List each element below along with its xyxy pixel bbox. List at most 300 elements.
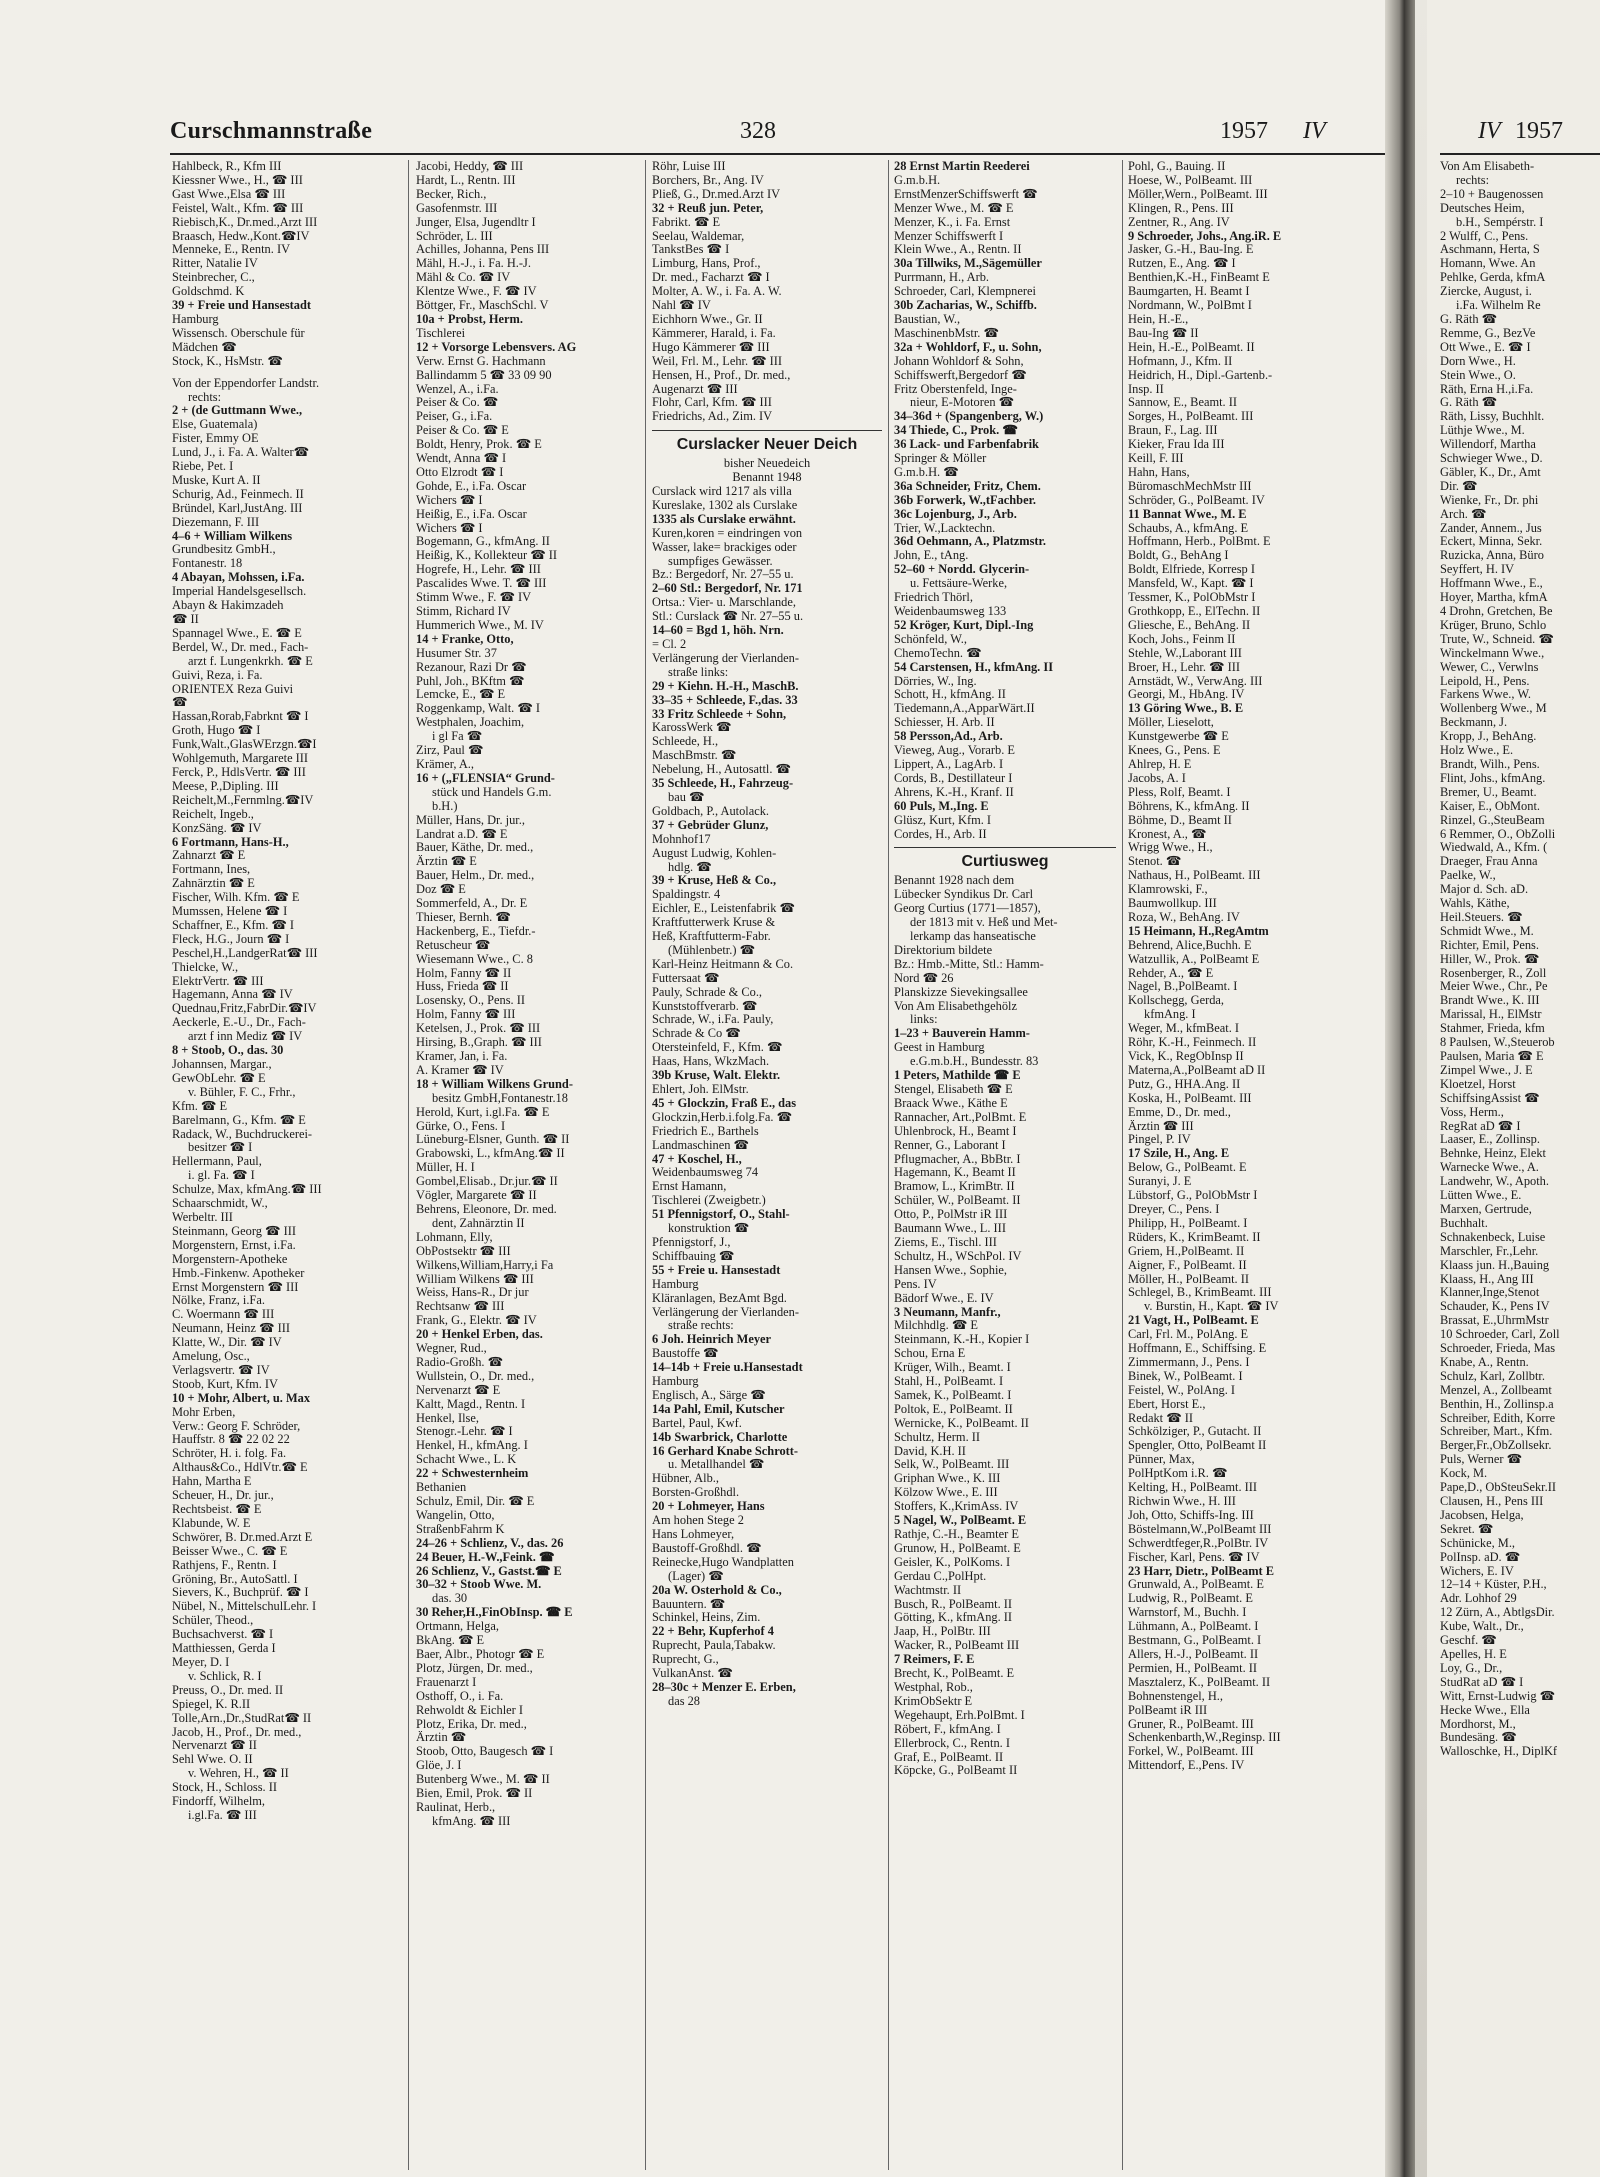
directory-entry: Tischlerei (Zweigbetr.) xyxy=(652,1194,766,1208)
directory-entry: v. Burstin, H., Kapt. ☎ IV xyxy=(1144,1300,1279,1314)
directory-entry: Frank, G., Elektr. ☎ IV xyxy=(416,1314,537,1328)
directory-entry: 32a + Wohldorf, F., u. Sohn, xyxy=(894,340,1042,354)
directory-entry: Buchhalt. xyxy=(1440,1215,1488,1230)
directory-entry: Kronest, A., ☎ xyxy=(1128,827,1207,841)
directory-entry: Vieweg, Aug., Vorarb. E xyxy=(894,744,1015,758)
directory-entry: Losensky, O., Pens. II xyxy=(416,994,525,1008)
directory-entry: Schönfeld, W., xyxy=(894,632,967,646)
directory-entry: Nahl ☎ IV xyxy=(652,299,711,313)
directory-entry: Fontanestr. 18 xyxy=(172,557,243,571)
directory-entry: Wernicke, K., PolBeamt. II xyxy=(894,1416,1029,1430)
directory-entry: Sehl Wwe. O. II xyxy=(172,1753,253,1767)
section-subtitle: Benannt 1948 xyxy=(732,471,802,485)
directory-entry: Kfm. ☎ E xyxy=(172,1099,228,1113)
directory-column-3 xyxy=(652,160,882,2170)
directory-entry: Geschf. ☎ xyxy=(1440,1633,1497,1648)
right-directory-column xyxy=(1440,160,1600,2170)
directory-entry: Ärztin ☎ III xyxy=(1128,1119,1194,1133)
directory-entry: Fleck, H.G., Journ ☎ I xyxy=(172,932,290,946)
directory-entry: Klanner,Inge,Stenot xyxy=(1440,1285,1540,1300)
directory-entry: Wilkens,William,Harry,i Fa xyxy=(416,1258,554,1272)
directory-entry: Johannsen, Margar., xyxy=(172,1058,272,1071)
book-gutter xyxy=(1385,0,1417,2177)
directory-entry: Mordhorst, M., xyxy=(1440,1716,1516,1731)
directory-entry: StudRat aD ☎ I xyxy=(1440,1674,1524,1689)
directory-entry: Trute, W., Schneid. ☎ xyxy=(1440,631,1554,646)
directory-entry: Lübecker Syndikus Dr. Carl xyxy=(894,888,1034,902)
directory-entry: Berdel, W., Dr. med., Fach- xyxy=(172,640,309,654)
directory-entry: Direktorium bildete xyxy=(894,943,993,957)
directory-entry: Schulze, Max, kfmAng.☎ III xyxy=(172,1183,322,1197)
directory-entry: Heß, Kraftfutterm-Fabr. xyxy=(652,930,771,944)
column-divider xyxy=(408,160,409,2170)
directory-entry: 36a Schneider, Fritz, Chem. xyxy=(894,479,1041,493)
directory-entry: Nagel, B.,PolBeamt. I xyxy=(1128,980,1238,994)
directory-entry: Wullstein, O., Dr. med., xyxy=(416,1369,535,1383)
directory-entry: Hoffmann Wwe., E., xyxy=(1440,576,1543,591)
directory-entry: MaschBmstr. ☎ xyxy=(652,749,737,763)
directory-entry: KonzSäng. ☎ IV xyxy=(172,821,262,835)
directory-entry: G.m.b.H. ☎ xyxy=(894,465,959,479)
directory-entry: Stock, H., Schloss. II xyxy=(172,1781,277,1795)
directory-entry: Heidrich, H., Dipl.-Gartenb.- xyxy=(1128,368,1273,382)
directory-entry: Baumwollkup. III xyxy=(1128,897,1217,911)
directory-entry: 39b Kruse, Walt. Elektr. xyxy=(652,1069,781,1083)
directory-entry: Dr. med., Facharzt ☎ I xyxy=(652,271,770,285)
right-header-rule xyxy=(1440,153,1600,155)
directory-entry: 18 + William Wilkens Grund- xyxy=(416,1077,573,1091)
directory-entry: Flohr, Carl, Kfm. ☎ III xyxy=(652,396,772,410)
directory-entry: Dörries, W., Ing. xyxy=(894,674,977,688)
directory-entry: Pehlke, Gerda, kfmA xyxy=(1440,270,1546,285)
directory-entry: Fritz Oberstenfeld, Inge- xyxy=(894,382,1017,396)
directory-entry: Vick, K., RegObInsp II xyxy=(1128,1050,1244,1063)
directory-entry: v. Schlick, R. I xyxy=(188,1669,262,1683)
directory-entry: Johann Wohldorf & Sohn, xyxy=(894,354,1024,368)
directory-entry: 36c Lojenburg, J., Arb. xyxy=(894,507,1017,521)
directory-entry: Jacobs, A. I xyxy=(1128,771,1186,785)
directory-entry: Schröter, H. i. folg. Fa. xyxy=(172,1447,287,1461)
directory-entry: Grunwald, A., PolBeamt. E xyxy=(1128,1578,1264,1592)
directory-entry: Gohde, E., i.Fa. Oscar xyxy=(416,479,527,493)
directory-entry: 30–32 + Stoob Wwe. M. xyxy=(416,1578,542,1592)
directory-entry: Bethanien xyxy=(416,1481,467,1495)
directory-entry: Zirz, Paul ☎ xyxy=(416,744,484,758)
directory-entry: besitz GmbH,Fontanestr.18 xyxy=(432,1091,568,1105)
directory-entry: Boldt, G., BehAng I xyxy=(1128,549,1229,563)
directory-entry: 20 + Henkel Erben, das. xyxy=(416,1328,543,1342)
directory-entry: Ballindamm 5 ☎ 33 09 90 xyxy=(416,368,552,382)
directory-entry: u. Metallhandel ☎ xyxy=(668,1458,765,1472)
directory-entry: Dorn Wwe., H. xyxy=(1440,353,1516,368)
directory-entry: 22 + Behr, Kupferhof 4 xyxy=(652,1625,774,1639)
directory-entry: Doz ☎ E xyxy=(416,883,466,897)
directory-entry: Peschel,H.,LandgerRat☎ III xyxy=(172,946,318,960)
directory-entry: Althaus&Co., HdlVtr.☎ E xyxy=(172,1461,308,1475)
directory-entry: Kloetzel, Horst xyxy=(1440,1076,1516,1091)
directory-entry: Spannagel Wwe., E. ☎ E xyxy=(172,626,302,640)
directory-entry: Adr. Lohhof 29 xyxy=(1440,1591,1517,1606)
directory-entry: Steinmann, K.-H., Kopier I xyxy=(894,1333,1030,1347)
directory-entry: Ärztin ☎ E xyxy=(416,855,477,869)
directory-entry: Flint, Johs., kfmAng. xyxy=(1440,770,1546,785)
directory-entry: Ernst Morgenstern ☎ III xyxy=(172,1280,299,1294)
directory-entry: Hirsing, B.,Graph. ☎ III xyxy=(416,1036,542,1050)
directory-entry: Von Am Elisabethgehölz xyxy=(894,999,1017,1013)
directory-entry: Goldschmd. K xyxy=(172,285,245,299)
section-title-curslacker: Curslacker Neuer Deich xyxy=(652,430,882,455)
directory-entry: Hamburg xyxy=(172,312,219,326)
directory-entry: hdlg. ☎ xyxy=(668,860,712,874)
directory-entry: 12 + Vorsorge Lebensvers. AG xyxy=(416,340,577,354)
directory-entry: Schauder, K., Pens IV xyxy=(1440,1299,1550,1314)
directory-entry: Glockzin,Herb.i.folg.Fa. ☎ xyxy=(652,1110,792,1124)
directory-entry: Diezemann, F. III xyxy=(172,515,260,529)
directory-entry: Homann, Wwe. An xyxy=(1440,256,1536,271)
directory-entry: Loy, G., Dr., xyxy=(1440,1660,1503,1675)
directory-entry: Stahmer, Frieda, kfm xyxy=(1440,1021,1545,1036)
directory-entry: Tessmer, K., PolObMstr I xyxy=(1128,591,1256,605)
directory-entry: Henkel, H., kfmAng. I xyxy=(416,1439,528,1453)
directory-entry: Hecke Wwe., Ella xyxy=(1440,1702,1530,1717)
directory-entry: rechts: xyxy=(188,390,222,404)
directory-entry: Holz Wwe., E. xyxy=(1440,743,1514,758)
directory-entry: Rutzen, E., Ang. ☎ I xyxy=(1128,257,1236,271)
directory-entry: Mittendorf, E.,Pens. IV xyxy=(1128,1759,1245,1773)
directory-entry: Müller, Hans, Dr. jur., xyxy=(416,813,525,827)
directory-entry: Heil.Steuers. ☎ xyxy=(1440,909,1523,924)
directory-entry: Verw. Ernst G. Hachmann xyxy=(416,354,546,368)
directory-entry: Morgenstern, Ernst, i.Fa. xyxy=(172,1238,296,1252)
directory-entry: Bartel, Paul, Kwf. xyxy=(652,1416,742,1430)
directory-entry: Böhme, D., Beamt II xyxy=(1128,813,1232,827)
directory-entry: Barelmann, G., Kfm. ☎ E xyxy=(172,1113,306,1127)
directory-entry: Stehle, W.,Laborant III xyxy=(1128,646,1242,660)
directory-entry: Philipp, H., PolBeamt. I xyxy=(1128,1216,1248,1230)
directory-entry: Winckelmann Wwe., xyxy=(1440,645,1545,660)
directory-entry: Stimm, Richard IV xyxy=(416,605,511,618)
directory-entry: Matthiessen, Gerda I xyxy=(172,1642,276,1656)
directory-entry: Wienke, Fr., Dr. phi xyxy=(1440,492,1539,507)
directory-entry: Ritter, Natalie IV xyxy=(172,257,258,271)
directory-entry: Georgi, M., HbAng. IV xyxy=(1128,688,1245,702)
directory-entry: Materna,A.,PolBeamt aD II xyxy=(1128,1063,1266,1077)
directory-entry: Schreiber, Mart., Kfm. xyxy=(1440,1424,1553,1439)
directory-entry: Koch, Johs., Feinm II xyxy=(1128,632,1236,646)
directory-entry: Findorff, Wilhelm, xyxy=(172,1795,266,1809)
directory-entry: 36b Forwerk, W.,tFachber. xyxy=(894,493,1037,507)
directory-entry: Ziercke, August, i. xyxy=(1440,284,1532,299)
directory-entry: das. 30 xyxy=(432,1592,468,1606)
directory-entry: Junger, Elsa, Jugendltr I xyxy=(416,215,536,229)
directory-entry: PolBeamt iR III xyxy=(1128,1703,1208,1717)
directory-entry: 15 Heimann, H.,RegAmtm xyxy=(1128,924,1269,938)
directory-entry xyxy=(172,369,402,377)
directory-entry: Schröder, G., PolBeamt. IV xyxy=(1128,493,1265,507)
directory-entry: Wachtmstr. II xyxy=(894,1583,962,1597)
directory-entry: Achilles, Johanna, Pens III xyxy=(416,243,550,257)
directory-entry: Glüsz, Kurt, Kfm. I xyxy=(894,813,992,827)
directory-entry: Weidenbaumsweg 74 xyxy=(652,1166,759,1180)
directory-entry: Pflugmacher, A., BbBtr. I xyxy=(894,1152,1021,1166)
directory-entry: Schkölziger, P., Gutacht. II xyxy=(1128,1425,1262,1439)
directory-entry: Permien, H., PolBeamt. II xyxy=(1128,1661,1258,1675)
directory-entry: Major d. Sch. aD. xyxy=(1440,882,1529,897)
directory-entry: Weiss, Hans-R., Dr jur xyxy=(416,1286,529,1300)
directory-entry: Pfennigstorf, J., xyxy=(652,1235,731,1249)
directory-entry: Joh, Otto, Schiffs-Ing. III xyxy=(1128,1508,1254,1522)
directory-entry: Dir. ☎ xyxy=(1440,478,1478,493)
directory-entry: Draeger, Frau Anna xyxy=(1440,854,1538,869)
directory-entry: Eichhorn Wwe., Gr. II xyxy=(652,312,763,326)
directory-entry: 35 Schleede, H., Fahrzeug- xyxy=(652,777,794,791)
directory-entry: 54 Carstensen, H., kfmAng. II xyxy=(894,660,1054,674)
directory-entry: v. Bühler, F. C., Frhr., xyxy=(188,1085,296,1099)
directory-entry: Henkel, Ilse, xyxy=(416,1411,479,1425)
directory-entry: Jacobsen, Helga, xyxy=(1440,1507,1524,1522)
directory-entry: Emme, D., Dr. med., xyxy=(1128,1105,1231,1119)
directory-entry: Von Am Elisabeth- xyxy=(1440,160,1535,173)
directory-entry: Mähl, H.-J., i. Fa. H.-J. xyxy=(416,257,531,271)
directory-entry: Berger,Fr.,ObZollsekr. xyxy=(1440,1438,1552,1453)
directory-entry: Jasker, G.-H., Bau-Ing. E xyxy=(1128,243,1254,257)
directory-entry: Menneke, E., Rentn. IV xyxy=(172,243,291,257)
directory-entry: Morgenstern-Apotheke xyxy=(172,1252,288,1266)
directory-entry: Haas, Hans, WkzMach. xyxy=(652,1055,770,1069)
directory-entry: Bau-Ing ☎ II xyxy=(1128,326,1199,340)
directory-entry: Wichers, E. IV xyxy=(1440,1563,1514,1578)
directory-entry: Pingel, P. IV xyxy=(1128,1133,1191,1147)
directory-entry: Aeckerle, E.-U., Dr., Fach- xyxy=(172,1016,306,1030)
directory-entry: Friedrich E., Barthels xyxy=(652,1124,759,1138)
directory-entry: Allers, H.-J., PolBeamt. II xyxy=(1128,1647,1259,1661)
directory-entry: Schrade, W., i.Fa. Pauly, xyxy=(652,1013,774,1027)
directory-entry: Boldt, Elfriede, Korresp I xyxy=(1128,563,1255,577)
directory-entry: Hellermann, Paul, xyxy=(172,1155,262,1169)
directory-entry: sumpfiges Gewässer. xyxy=(668,554,773,568)
directory-entry: besitzer ☎ I xyxy=(188,1141,253,1155)
directory-entry: Scheuer, H., Dr. jur., xyxy=(172,1489,274,1503)
directory-entry: Gombel,Elisab., Dr.jur.☎ II xyxy=(416,1175,558,1189)
directory-entry: Busch, R., PolBeamt. II xyxy=(894,1597,1013,1611)
directory-entry: Röbert, F., kfmAng. I xyxy=(894,1722,1001,1736)
edition-label: IV xyxy=(1303,118,1326,144)
directory-entry: Gruner, R., PolBeamt. III xyxy=(1128,1717,1254,1731)
directory-entry: Gürke, O., Fens. I xyxy=(416,1119,506,1133)
directory-entry: Schmidt Wwe., M. xyxy=(1440,923,1534,938)
directory-entry: Eckert, Minna, Sekr. xyxy=(1440,534,1543,549)
directory-entry: Muske, Kurt A. II xyxy=(172,473,261,487)
directory-entry: Lemcke, E., ☎ E xyxy=(416,688,506,702)
directory-entry: Borchers, Br., Ang. IV xyxy=(652,173,764,187)
directory-entry: Menzel, A., Zollbeamt xyxy=(1440,1382,1552,1397)
directory-entry: Kölzow Wwe., E. III xyxy=(894,1486,998,1500)
directory-entry: Nervenarzt ☎ II xyxy=(172,1739,257,1753)
directory-entry: Knabe, A., Rentn. xyxy=(1440,1354,1529,1369)
directory-entry: Schünicke, M., xyxy=(1440,1535,1516,1550)
directory-entry: Pascalides Wwe. T. ☎ III xyxy=(416,577,547,591)
directory-entry: Lüneburg-Elsner, Gunth. ☎ II xyxy=(416,1133,570,1147)
directory-entry: Hogrefe, H., Lehr. ☎ III xyxy=(416,563,541,577)
directory-entry: 45 + Glockzin, Fraß E., das xyxy=(652,1096,797,1110)
directory-entry: Kuren,koren = eindringen von xyxy=(652,526,803,540)
directory-entry: Tischlerei xyxy=(416,326,466,340)
directory-entry: Stengel, Elisabeth ☎ E xyxy=(894,1083,1013,1096)
directory-entry: Hamburg xyxy=(652,1277,699,1291)
directory-entry: 30 Reher,H.,FinObInsp. ☎ E xyxy=(416,1606,573,1620)
directory-entry: Limburg, Hans, Prof., xyxy=(652,257,761,271)
directory-entry: Gasofenmstr. III xyxy=(416,201,498,215)
directory-entry: Hagemann, Anna ☎ IV xyxy=(172,988,293,1002)
directory-entry: 39 + Freie und Hansestadt xyxy=(172,299,312,313)
directory-entry: Trier, W.,Lacktechn. xyxy=(894,521,996,535)
directory-entry: Bz.: Bergedorf, Nr. 27–55 u. xyxy=(652,568,794,582)
directory-entry: Springer & Möller xyxy=(894,452,987,466)
directory-entry: Schleede, H., xyxy=(652,735,719,749)
directory-entry: Planskizze Sievekingsallee xyxy=(894,985,1028,999)
header-rule xyxy=(170,153,1385,155)
directory-entry: Ehlert, Joh. ElMstr. xyxy=(652,1083,749,1096)
directory-entry: Keill, F. III xyxy=(1128,452,1184,466)
directory-entry: 8 + Stoob, O., das. 30 xyxy=(172,1044,284,1058)
directory-entry: Klein Wwe., A., Rentn. II xyxy=(894,243,1022,257)
directory-entry: Stein Wwe., O. xyxy=(1440,367,1516,382)
directory-entry: Graf, E., PolBeamt. II xyxy=(894,1750,1004,1764)
directory-entry: 4–6 + William Wilkens xyxy=(172,529,293,543)
directory-entry: Witt, Ernst-Ludwig ☎ xyxy=(1440,1688,1556,1703)
directory-entry: G. Räth ☎ xyxy=(1440,311,1498,326)
directory-entry: Rechtsbeist. ☎ E xyxy=(172,1503,262,1516)
directory-entry: Warnecke Wwe., A. xyxy=(1440,1160,1539,1175)
directory-entry: David, K.H. II xyxy=(894,1444,966,1458)
directory-entry: 14–60 = Bgd 1, höh. Nrn. xyxy=(652,624,784,638)
directory-entry: Mädchen ☎ xyxy=(172,340,237,354)
directory-entry: Behnke, Heinz, Elekt xyxy=(1440,1146,1546,1161)
directory-entry: Wahls, Käthe, xyxy=(1440,896,1510,911)
directory-entry: Schultz, Herm. II xyxy=(894,1430,981,1444)
directory-entry: ElektrVertr. ☎ III xyxy=(172,974,264,988)
directory-entry: Poltok, E., PolBeamt. II xyxy=(894,1402,1013,1416)
directory-entry: Schinkel, Heins, Zim. xyxy=(652,1611,761,1625)
directory-entry: Samek, K., PolBeamt. I xyxy=(894,1388,1012,1402)
directory-entry: stück und Handels G.m. xyxy=(432,785,552,799)
directory-entry: Deutsches Heim, xyxy=(1440,200,1525,215)
directory-entry: Hahlbeck, R., Kfm III xyxy=(172,160,282,173)
directory-entry: Meese, P.,Dipling. III xyxy=(172,779,279,793)
directory-entry: Roggenkamp, Walt. ☎ I xyxy=(416,702,540,716)
directory-entry: Paulsen, Maria ☎ E xyxy=(1440,1049,1544,1063)
directory-entry: Kaiser, E., ObMont. xyxy=(1440,798,1540,813)
directory-entry: Braasch, Hedw.,Kont.☎IV xyxy=(172,229,310,243)
directory-entry: Räth, Lissy, Buchhlt. xyxy=(1440,409,1545,424)
directory-entry: Mähl & Co. ☎ IV xyxy=(416,271,511,285)
directory-entry: 8 Paulsen, W.,Steuerob xyxy=(1440,1035,1555,1050)
directory-entry: Stoob, Kurt, Kfm. IV xyxy=(172,1377,279,1391)
directory-entry: Am hohen Stege 2 xyxy=(652,1514,744,1528)
directory-entry: Ruprecht, G., xyxy=(652,1653,719,1667)
directory-entry: Renner, G., Laborant I xyxy=(894,1138,1006,1152)
directory-entry: Funk,Walt.,GlasWErzgn.☎I xyxy=(172,738,317,752)
directory-entry: Brandt Wwe., K. III xyxy=(1440,993,1540,1008)
directory-entry: Preuss, O., Dr. med. II xyxy=(172,1683,284,1697)
directory-entry: Pünner, Max, xyxy=(1128,1453,1195,1467)
directory-entry: Zahnarzt ☎ E xyxy=(172,849,246,863)
directory-entry: 7 Reimers, F. E xyxy=(894,1653,975,1667)
directory-entry: Zentner, R., Ang. IV xyxy=(1128,215,1230,229)
directory-entry: Ortsa.: Vier- u. Marschlande, xyxy=(652,596,796,610)
directory-entry: der 1813 mit v. Heß und Met- xyxy=(910,916,1058,930)
directory-entry: Eichler, E., Leistenfabrik ☎ xyxy=(652,902,795,916)
directory-entry: Lüthje Wwe., M. xyxy=(1440,423,1525,438)
directory-entry: Schüler, W., PolBeamt. II xyxy=(894,1194,1021,1208)
directory-entry: Frauenarzt I xyxy=(416,1675,477,1689)
directory-entry: 39 + Kruse, Heß & Co., xyxy=(652,874,777,888)
directory-entry: Pauly, Schrade & Co., xyxy=(652,985,763,999)
directory-entry: 2 + (de Guttmann Wwe., xyxy=(172,404,303,418)
directory-entry: Schurig, Ad., Feinmech. II xyxy=(172,487,304,501)
directory-entry: Neumann, Heinz ☎ III xyxy=(172,1322,290,1336)
directory-entry: Gäbler, K., Dr., Amt xyxy=(1440,464,1541,479)
directory-entry: Warnstorf, M., Buchh. I xyxy=(1128,1606,1247,1620)
directory-entry: Klaass jun. H.,Bauing xyxy=(1440,1257,1550,1272)
directory-entry: Verw.: Georg F. Schröder, xyxy=(172,1419,301,1433)
directory-entry: Peiser & Co. ☎ xyxy=(416,396,499,410)
directory-entry: v. Wehren, H., ☎ II xyxy=(188,1767,289,1781)
directory-entry: Köpcke, G., PolBeamt II xyxy=(894,1764,1018,1778)
directory-entry: 12–14 + Küster, P.H., xyxy=(1440,1577,1547,1592)
directory-entry: 9 Schroeder, Johs., Ang.iR. E xyxy=(1128,229,1282,243)
directory-entry: Heißig, K., Kollekteur ☎ II xyxy=(416,549,558,563)
directory-entry: arzt f. Lungenkrkh. ☎ E xyxy=(188,654,313,668)
directory-entry: Klabunde, W. E xyxy=(172,1516,251,1530)
directory-entry: Ludwig, R., PolBeamt. E xyxy=(1128,1592,1253,1606)
directory-entry: Wendt, Anna ☎ I xyxy=(416,452,507,466)
directory-entry: Hofmann, J., Kfm. II xyxy=(1128,354,1233,368)
directory-entry: Englisch, A., Särge ☎ xyxy=(652,1388,766,1402)
directory-entry: Sievers, K., Buchprüf. ☎ I xyxy=(172,1586,309,1600)
directory-entry: Bädorf Wwe., E. IV xyxy=(894,1291,994,1305)
directory-entry: Willendorf, Martha xyxy=(1440,437,1536,452)
directory-entry: Ebert, Horst E., xyxy=(1128,1397,1206,1411)
directory-entry: Feistel, W., PolAng. I xyxy=(1128,1383,1236,1397)
directory-entry: Nord ☎ 26 xyxy=(894,971,954,985)
directory-entry: i. gl. Fa. ☎ I xyxy=(188,1169,255,1183)
page-edge xyxy=(1415,0,1427,2177)
directory-entry: Schrade & Co ☎ xyxy=(652,1027,741,1041)
directory-entry: 20a W. Osterhold & Co., xyxy=(652,1583,782,1597)
directory-entry: Behrens, Eleonore, Dr. med. xyxy=(416,1202,557,1216)
directory-entry: das 28 xyxy=(668,1694,701,1708)
directory-entry: Grundbesitz GmbH., xyxy=(172,543,276,557)
directory-entry: Müller, H. I xyxy=(416,1161,475,1175)
directory-entry: straße rechts: xyxy=(668,1319,734,1333)
directory-entry: Schüler, Theod., xyxy=(172,1614,254,1628)
directory-entry: kfmAng. I xyxy=(1144,1008,1196,1022)
directory-entry: Radack, W., Buchdruckerei- xyxy=(172,1127,313,1141)
directory-entry: Verlängerung der Vierlanden- xyxy=(652,651,799,665)
directory-entry: Ellerbrock, C., Rentn. I xyxy=(894,1736,1010,1750)
column-divider xyxy=(1122,160,1123,2170)
directory-entry: Reinecke,Hugo Wandplatten xyxy=(652,1555,794,1569)
directory-entry: RegRat aD ☎ I xyxy=(1440,1118,1521,1133)
directory-entry: Putz, G., HHA.Ang. II xyxy=(1128,1077,1241,1091)
directory-entry: 30b Zacharias, W., Schiffb. xyxy=(894,299,1037,313)
directory-entry: Paelke, W., xyxy=(1440,868,1496,883)
directory-entry: Rüders, K., KrimBeamt. II xyxy=(1128,1230,1261,1244)
directory-entry: Baumann Wwe., L. III xyxy=(894,1222,1006,1236)
directory-entry: Groth, Hugo ☎ I xyxy=(172,724,261,738)
directory-entry: Böttger, Fr., MaschSchl. V xyxy=(416,299,549,313)
